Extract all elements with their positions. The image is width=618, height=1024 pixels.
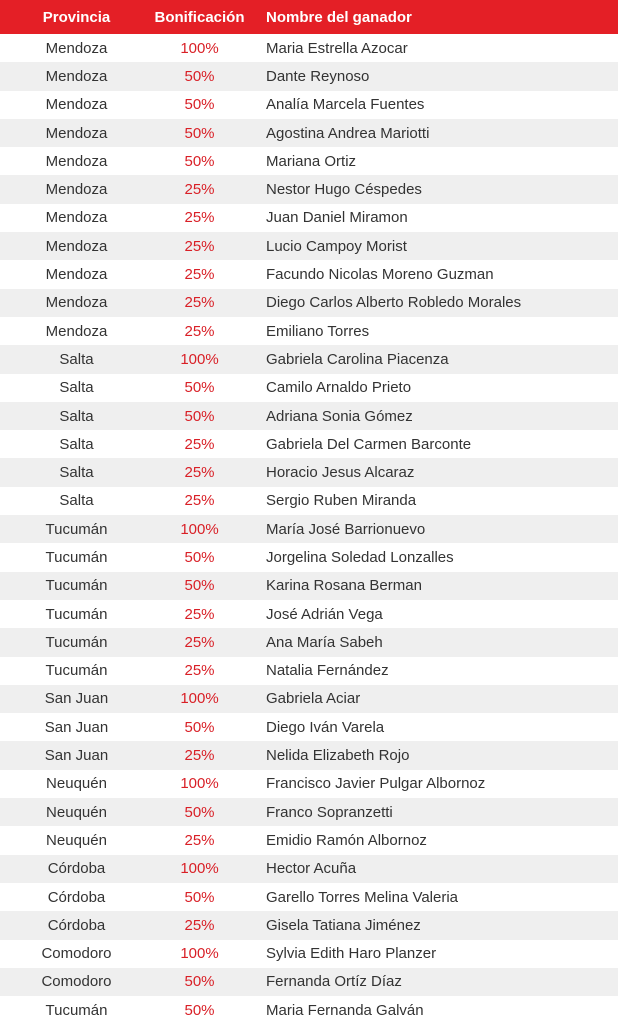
cell-bonificacion: 50% <box>184 803 215 821</box>
cell-provincia: Tucumán <box>45 1001 108 1019</box>
table-row <box>0 458 618 486</box>
cell-bonificacion: 25% <box>184 916 215 934</box>
cell-bonificacion: 50% <box>184 407 215 425</box>
cell-provincia: Neuquén <box>46 831 107 849</box>
cell-provincia: Salta <box>59 464 94 482</box>
cell-bonificacion: 50% <box>184 973 215 991</box>
cell-bonificacion: 25% <box>184 237 215 255</box>
cell-nombre: Diego Iván Varela <box>266 718 385 736</box>
table-row <box>0 91 618 119</box>
table-row <box>0 572 618 600</box>
cell-provincia: Neuquén <box>46 803 107 821</box>
cell-nombre: Fernanda Ortíz Díaz <box>266 973 402 991</box>
cell-bonificacion: 25% <box>184 831 215 849</box>
cell-provincia: Tucumán <box>45 633 108 651</box>
table-row <box>0 883 618 911</box>
cell-provincia: Mendoza <box>45 266 108 284</box>
header-provincia: Provincia <box>42 8 111 26</box>
table-row <box>0 543 618 571</box>
cell-bonificacion: 50% <box>184 152 215 170</box>
cell-nombre: Analía Marcela Fuentes <box>266 96 425 114</box>
table-row <box>0 345 618 373</box>
table-row <box>0 175 618 203</box>
cell-nombre: Karina Rosana Berman <box>266 577 422 595</box>
table-row <box>0 968 618 996</box>
table-row <box>0 204 618 232</box>
cell-bonificacion: 25% <box>184 294 215 312</box>
cell-nombre: Dante Reynoso <box>266 67 370 85</box>
cell-bonificacion: 25% <box>184 181 215 199</box>
cell-provincia: Mendoza <box>45 124 108 142</box>
table-row <box>0 62 618 90</box>
cell-provincia: Tucumán <box>45 548 108 566</box>
table-row <box>0 430 618 458</box>
table-header <box>0 0 618 34</box>
cell-bonificacion: 25% <box>184 605 215 623</box>
cell-bonificacion: 50% <box>184 577 215 595</box>
table-row <box>0 685 618 713</box>
table-row <box>0 628 618 656</box>
table-row <box>0 600 618 628</box>
cell-provincia: Mendoza <box>45 39 108 57</box>
cell-nombre: Gabriela Carolina Piacenza <box>266 350 449 368</box>
cell-nombre: Emiliano Torres <box>266 322 370 340</box>
cell-provincia: San Juan <box>44 747 109 765</box>
cell-nombre: Lucio Campoy Morist <box>266 237 407 255</box>
cell-nombre: Maria Fernanda Galván <box>266 1001 424 1019</box>
cell-provincia: Salta <box>59 350 94 368</box>
cell-provincia: Salta <box>59 379 94 397</box>
cell-bonificacion: 50% <box>184 548 215 566</box>
cell-nombre: Franco Sopranzetti <box>266 803 393 821</box>
cell-nombre: Maria Estrella Azocar <box>266 39 408 57</box>
cell-provincia: Mendoza <box>45 181 108 199</box>
cell-bonificacion: 50% <box>184 124 215 142</box>
table-row <box>0 317 618 345</box>
cell-provincia: Salta <box>59 407 94 425</box>
cell-bonificacion: 25% <box>184 266 215 284</box>
cell-provincia: Comodoro <box>41 973 112 991</box>
cell-bonificacion: 50% <box>184 888 215 906</box>
cell-nombre: Francisco Javier Pulgar Albornoz <box>266 775 486 793</box>
cell-provincia: San Juan <box>44 690 109 708</box>
cell-nombre: Adriana Sonia Gómez <box>266 407 413 425</box>
cell-bonificacion: 100% <box>180 690 219 708</box>
cell-provincia: Córdoba <box>47 888 106 906</box>
table-row <box>0 741 618 769</box>
cell-nombre: Garello Torres Melina Valeria <box>266 888 459 906</box>
cell-bonificacion: 25% <box>184 464 215 482</box>
cell-nombre: Hector Acuña <box>266 860 357 878</box>
cell-bonificacion: 25% <box>184 633 215 651</box>
cell-nombre: Nestor Hugo Céspedes <box>266 181 422 199</box>
cell-nombre: Ana María Sabeh <box>266 633 383 651</box>
table-row <box>0 515 618 543</box>
cell-provincia: Mendoza <box>45 237 108 255</box>
table-row <box>0 940 618 968</box>
cell-bonificacion: 25% <box>184 662 215 680</box>
cell-nombre: Mariana Ortiz <box>266 152 357 170</box>
cell-bonificacion: 25% <box>184 747 215 765</box>
cell-bonificacion: 25% <box>184 322 215 340</box>
header-bonificacion: Bonificación <box>154 8 245 26</box>
cell-bonificacion: 100% <box>180 860 219 878</box>
table-row <box>0 798 618 826</box>
cell-bonificacion: 25% <box>184 492 215 510</box>
table-row <box>0 657 618 685</box>
table-row <box>0 487 618 515</box>
cell-provincia: Tucumán <box>45 520 108 538</box>
cell-bonificacion: 25% <box>184 435 215 453</box>
table-body <box>0 34 618 1024</box>
cell-nombre: Emidio Ramón Albornoz <box>266 831 427 849</box>
cell-provincia: Tucumán <box>45 662 108 680</box>
cell-nombre: Horacio Jesus Alcaraz <box>266 464 415 482</box>
cell-nombre: Camilo Arnaldo Prieto <box>266 379 412 397</box>
cell-provincia: Neuquén <box>46 775 107 793</box>
table-row <box>0 232 618 260</box>
cell-provincia: San Juan <box>44 718 109 736</box>
cell-bonificacion: 100% <box>180 520 219 538</box>
cell-provincia: Córdoba <box>47 916 106 934</box>
table-row <box>0 770 618 798</box>
cell-provincia: Mendoza <box>45 96 108 114</box>
cell-nombre: Gabriela Del Carmen Barconte <box>266 435 472 453</box>
cell-bonificacion: 50% <box>184 67 215 85</box>
table-row <box>0 826 618 854</box>
cell-bonificacion: 100% <box>180 350 219 368</box>
cell-provincia: Tucumán <box>45 577 108 595</box>
cell-nombre: María José Barrionuevo <box>266 520 426 538</box>
cell-nombre: Juan Daniel Miramon <box>266 209 408 227</box>
table-row <box>0 713 618 741</box>
cell-bonificacion: 100% <box>180 39 219 57</box>
table-row <box>0 34 618 62</box>
cell-bonificacion: 50% <box>184 1001 215 1019</box>
cell-nombre: Gisela Tatiana Jiménez <box>266 916 421 934</box>
cell-nombre: Natalia Fernández <box>266 662 389 680</box>
cell-provincia: Salta <box>59 492 94 510</box>
table-row <box>0 119 618 147</box>
cell-bonificacion: 50% <box>184 718 215 736</box>
cell-nombre: Agostina Andrea Mariotti <box>266 124 430 142</box>
cell-nombre: Jorgelina Soledad Lonzalles <box>266 548 454 566</box>
table-row <box>0 911 618 939</box>
cell-nombre: Facundo Nicolas Moreno Guzman <box>266 266 494 284</box>
cell-bonificacion: 100% <box>180 945 219 963</box>
cell-nombre: Gabriela Aciar <box>266 690 361 708</box>
table-row <box>0 402 618 430</box>
cell-provincia: Mendoza <box>45 67 108 85</box>
cell-nombre: Diego Carlos Alberto Robledo Morales <box>266 294 522 312</box>
cell-provincia: Córdoba <box>47 860 106 878</box>
cell-provincia: Tucumán <box>45 605 108 623</box>
header-nombre: Nombre del ganador <box>266 8 412 26</box>
table-row <box>0 855 618 883</box>
cell-nombre: Nelida Elizabeth Rojo <box>266 747 410 765</box>
cell-bonificacion: 25% <box>184 209 215 227</box>
cell-nombre: Sergio Ruben Miranda <box>266 492 417 510</box>
cell-bonificacion: 50% <box>184 379 215 397</box>
cell-provincia: Comodoro <box>41 945 112 963</box>
table-row <box>0 996 618 1024</box>
cell-provincia: Mendoza <box>45 152 108 170</box>
cell-provincia: Mendoza <box>45 294 108 312</box>
table-row <box>0 289 618 317</box>
table-row <box>0 147 618 175</box>
cell-bonificacion: 50% <box>184 96 215 114</box>
cell-nombre: Sylvia Edith Haro Planzer <box>266 945 437 963</box>
cell-bonificacion: 100% <box>180 775 219 793</box>
table-row <box>0 260 618 288</box>
cell-nombre: José Adrián Vega <box>266 605 383 623</box>
table-row <box>0 374 618 402</box>
cell-provincia: Salta <box>59 435 94 453</box>
cell-provincia: Mendoza <box>45 209 108 227</box>
cell-provincia: Mendoza <box>45 322 108 340</box>
